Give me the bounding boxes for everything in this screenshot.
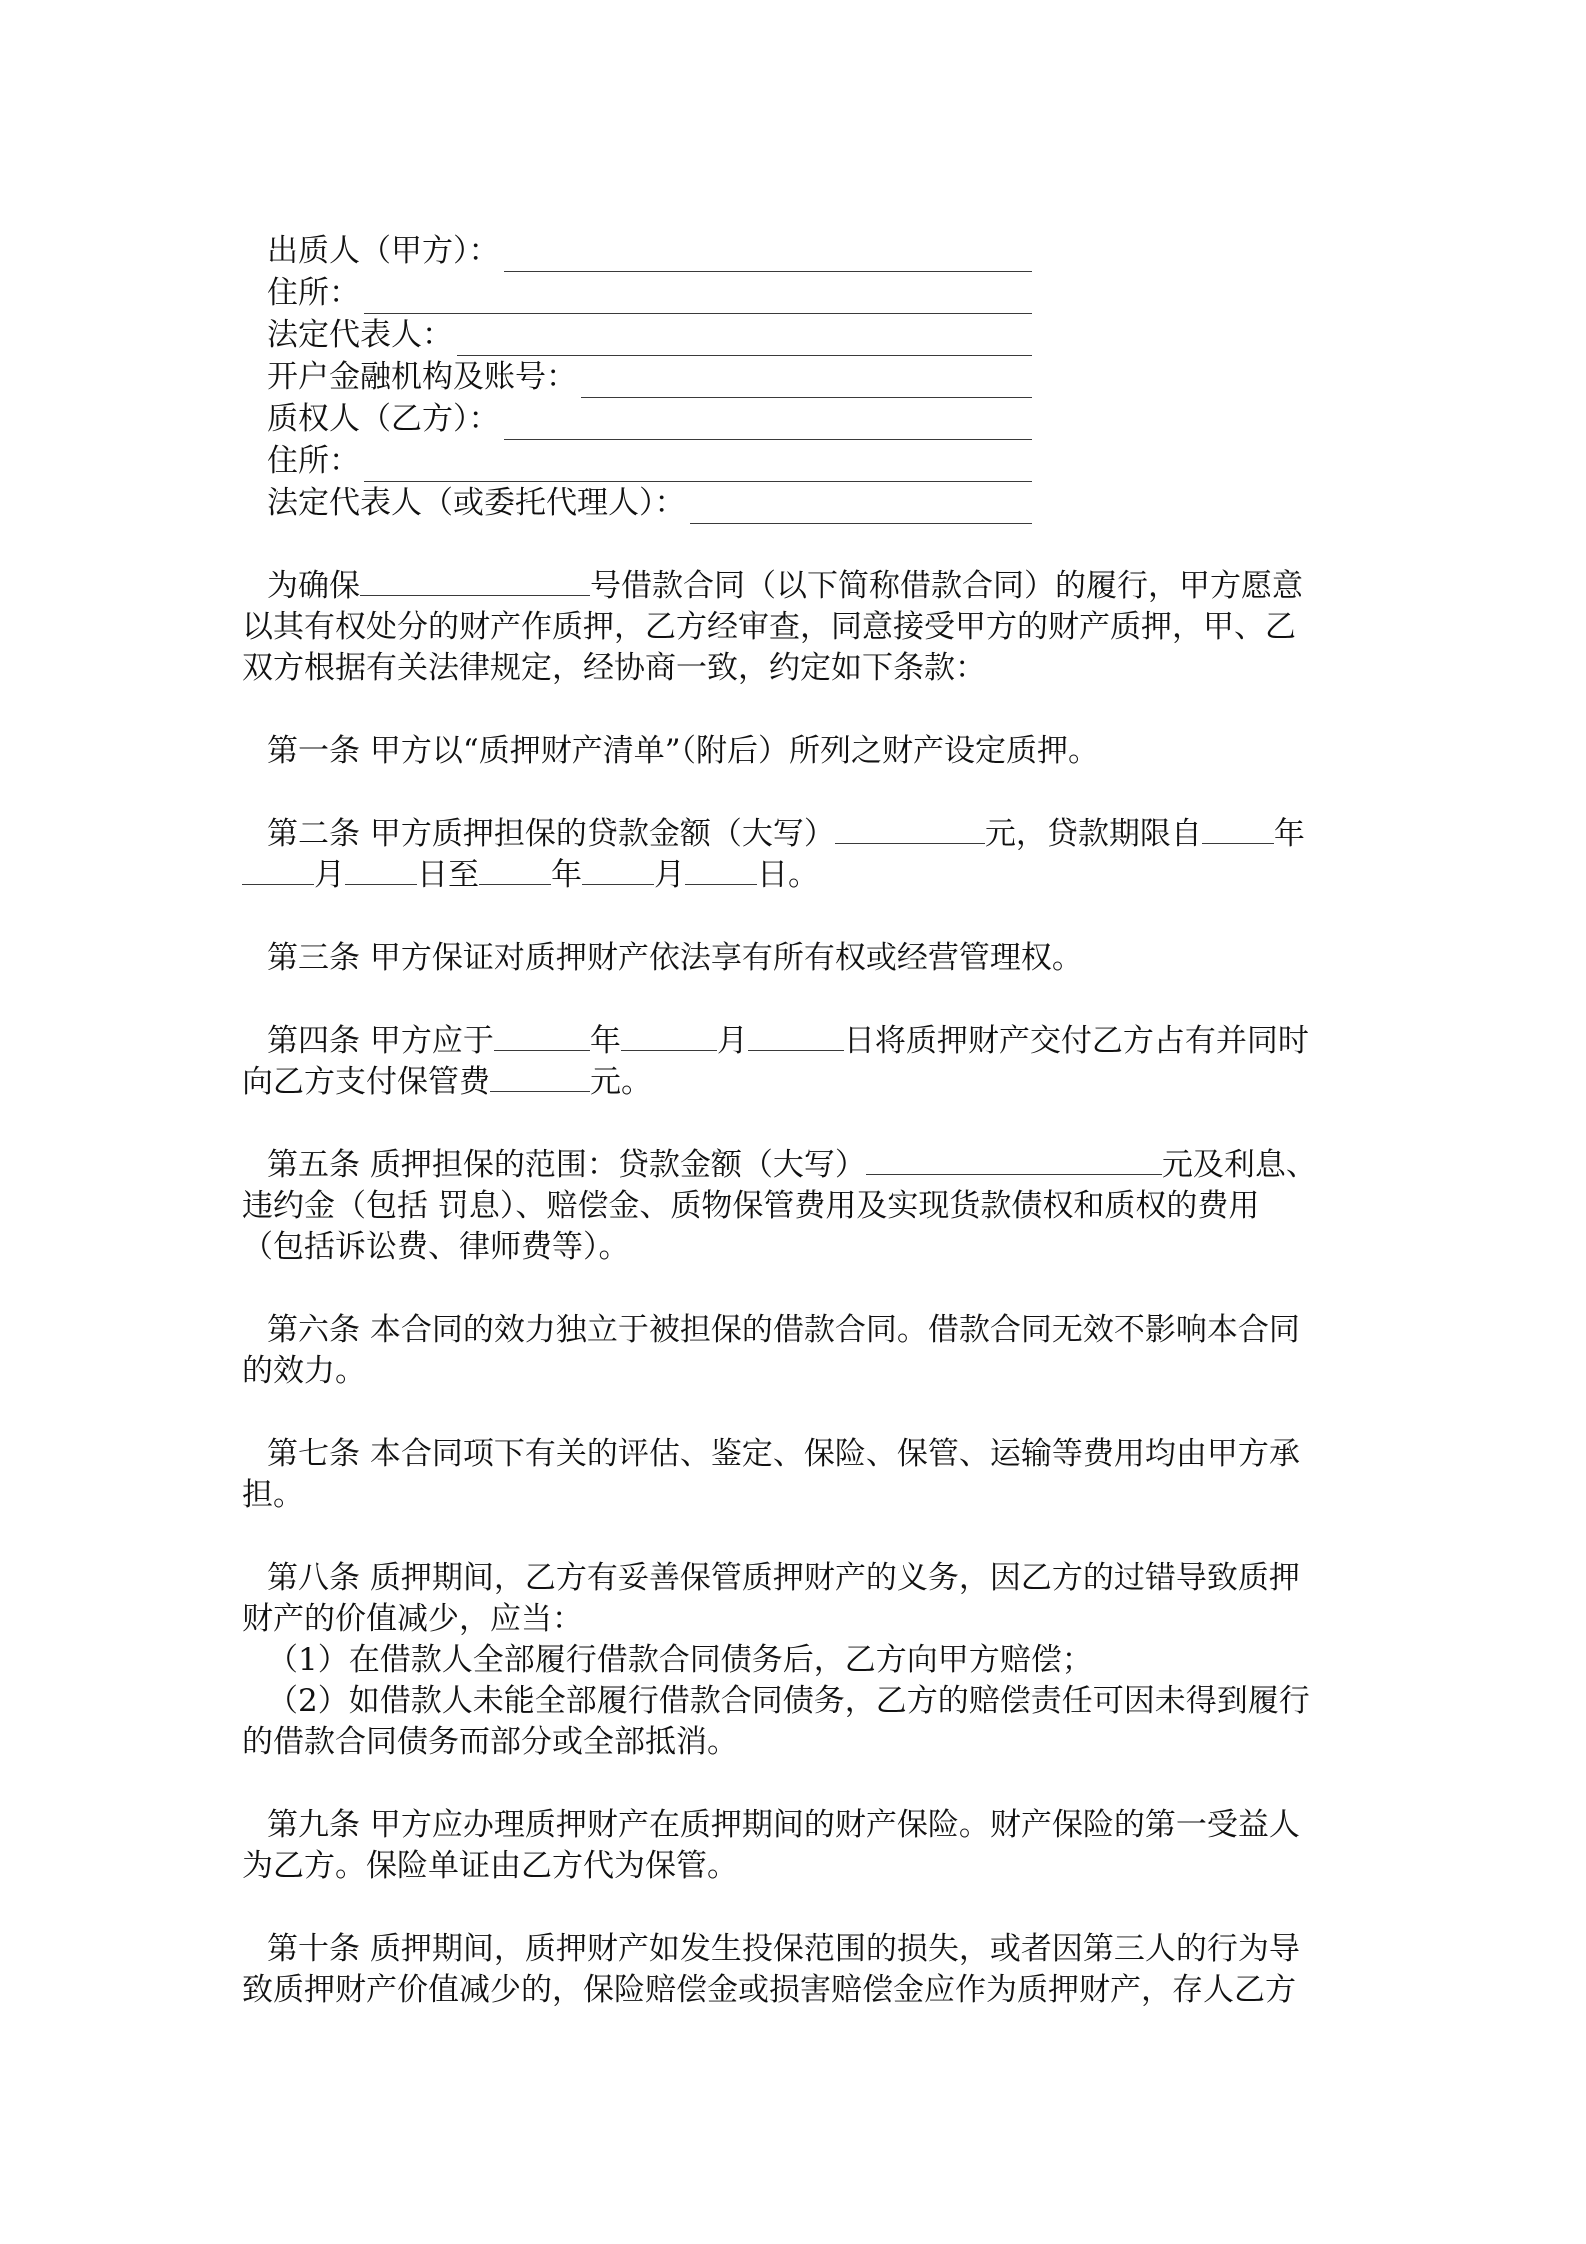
- blank-day[interactable]: [748, 1022, 844, 1051]
- spacer: [242, 689, 1352, 731]
- spacer: [242, 1392, 1352, 1434]
- text: 第二条 甲方质押担保的贷款金额（大写）: [267, 816, 835, 852]
- text: 日。: [757, 857, 819, 893]
- spacer: [242, 979, 1352, 1021]
- text: 向乙方支付保管费: [242, 1064, 490, 1100]
- party-fields: [242, 230, 1352, 524]
- text: 第四条 甲方应于: [267, 1023, 494, 1059]
- fill-line[interactable]: [364, 453, 1032, 482]
- article-line: 第七条 本合同项下有关的评估、鉴定、保险、保管、运输等费用均由甲方承: [267, 1436, 1300, 1472]
- blank-year[interactable]: [1202, 815, 1274, 844]
- article-line: [242, 814, 1352, 855]
- article-6: [242, 1310, 1352, 1392]
- field-label: 法定代表人（或委托代理人）：: [267, 485, 686, 521]
- article-3: 第三条 甲方保证对质押财产依法享有所有权或经营管理权。: [267, 940, 1083, 976]
- spacer: [242, 1887, 1352, 1929]
- text: 月: [314, 857, 345, 893]
- text: 月: [716, 1023, 748, 1059]
- list-item: （1）在借款人全部履行借款合同债务后，乙方向甲方赔偿；: [267, 1642, 1093, 1678]
- text: 第五条 质押担保的范围：贷款金额（大写）: [267, 1147, 866, 1183]
- text: 日将质押财产交付乙方占有并同时: [843, 1023, 1309, 1059]
- field-label: 住所：: [267, 275, 360, 311]
- fill-line[interactable]: [581, 369, 1032, 398]
- text: 年: [551, 857, 582, 893]
- blank-amount[interactable]: [835, 815, 985, 844]
- blank-month[interactable]: [242, 856, 314, 885]
- list-item-continuation: 的借款合同债务而部分或全部抵消。: [242, 1724, 738, 1760]
- blank-day[interactable]: [685, 856, 757, 885]
- text: 为确保: [267, 568, 360, 604]
- field-pledgor-address: [242, 272, 1032, 314]
- preamble: [242, 566, 1352, 689]
- article-line: （包括诉讼费、律师费等）。: [242, 1229, 630, 1265]
- article-line: 为乙方。保险单证由乙方代为保管。: [242, 1848, 738, 1884]
- field-label: 出质人（甲方）：: [267, 233, 500, 269]
- article-5: [242, 1145, 1352, 1268]
- article-10: [242, 1929, 1352, 2011]
- text: 年: [589, 1023, 621, 1059]
- article-1: 第一条 甲方以“质押财产清单”（附后）所列之财产设定质押。: [267, 733, 1100, 769]
- article-7: [242, 1434, 1352, 1516]
- text: 日至: [417, 857, 479, 893]
- text: 元。: [590, 1064, 652, 1100]
- fill-line[interactable]: [364, 285, 1032, 314]
- field-pledgee: [242, 398, 1032, 440]
- preamble-line: [242, 566, 1352, 607]
- article-line: 第六条 本合同的效力独立于被担保的借款合同。借款合同无效不影响本合同: [267, 1312, 1300, 1348]
- text: 元，贷款期限自: [984, 816, 1202, 852]
- fill-line[interactable]: [504, 411, 1033, 440]
- contract-body: [242, 230, 1352, 2011]
- article-line: 第八条 质押期间，乙方有妥善保管质押财产的义务，因乙方的过错导致质押: [267, 1560, 1300, 1596]
- article-line: 违约金（包括 罚息）、赔偿金、质物保管费用及实现货款债权和质权的费用: [242, 1188, 1260, 1224]
- fill-line[interactable]: [457, 327, 1032, 356]
- field-bank-account: [242, 356, 1032, 398]
- list-item: （2）如借款人未能全部履行借款合同债务，乙方的赔偿责任可因未得到履行: [267, 1683, 1310, 1719]
- blank-year[interactable]: [479, 856, 551, 885]
- article-line: [242, 855, 1352, 896]
- article-9: [242, 1805, 1352, 1887]
- field-pledgee-address: [242, 440, 1032, 482]
- blank-loan-number[interactable]: [360, 567, 590, 596]
- field-label: 住所：: [267, 443, 360, 479]
- blank-day[interactable]: [345, 856, 417, 885]
- blank-amount-words[interactable]: [866, 1146, 1162, 1175]
- spacer: [242, 1268, 1352, 1310]
- field-label: 法定代表人：: [267, 317, 453, 353]
- article-line: 第十条 质押期间，质押财产如发生投保范围的损失，或者因第三人的行为导: [267, 1931, 1300, 1967]
- article-8: [242, 1558, 1352, 1763]
- blank-fee[interactable]: [490, 1063, 590, 1092]
- text: 元及利息、: [1161, 1147, 1317, 1183]
- text: 年: [1273, 816, 1305, 852]
- article-line: 担。: [242, 1477, 304, 1513]
- article-line: [242, 1145, 1352, 1186]
- field-pledgor-representative: [242, 314, 1032, 356]
- field-label: 质权人（乙方）：: [267, 401, 500, 437]
- blank-month[interactable]: [621, 1022, 717, 1051]
- preamble-line: 双方根据有关法律规定，经协商一致，约定如下条款：: [242, 650, 986, 686]
- article-line: [242, 1062, 1352, 1103]
- fill-line[interactable]: [504, 243, 1033, 272]
- fill-line[interactable]: [690, 495, 1033, 524]
- text: 号借款合同（以下简称借款合同）的履行，甲方愿意: [590, 568, 1303, 604]
- article-line: 致质押财产价值减少的，保险赔偿金或损害赔偿金应作为质押财产，存人乙方: [242, 1972, 1296, 2008]
- field-pledgor: [242, 230, 1032, 272]
- spacer: [242, 896, 1352, 938]
- text: 月: [654, 857, 685, 893]
- field-pledgee-representative: [242, 482, 1032, 524]
- spacer: [242, 772, 1352, 814]
- blank-month[interactable]: [582, 856, 654, 885]
- blank-year[interactable]: [494, 1022, 590, 1051]
- preamble-line: 以其有权处分的财产作质押，乙方经审查，同意接受甲方的财产质押，甲、乙: [242, 609, 1296, 645]
- article-line: 财产的价值减少，应当：: [242, 1601, 583, 1637]
- spacer: [242, 524, 1352, 566]
- article-line: [242, 1021, 1352, 1062]
- spacer: [242, 1516, 1352, 1558]
- article-4: [242, 1021, 1352, 1103]
- article-line: 的效力。: [242, 1353, 366, 1389]
- spacer: [242, 1103, 1352, 1145]
- article-2: [242, 814, 1352, 896]
- article-line: 第九条 甲方应办理质押财产在质押期间的财产保险。财产保险的第一受益人: [267, 1807, 1300, 1843]
- field-label: 开户金融机构及账号：: [267, 359, 577, 395]
- spacer: [242, 1763, 1352, 1805]
